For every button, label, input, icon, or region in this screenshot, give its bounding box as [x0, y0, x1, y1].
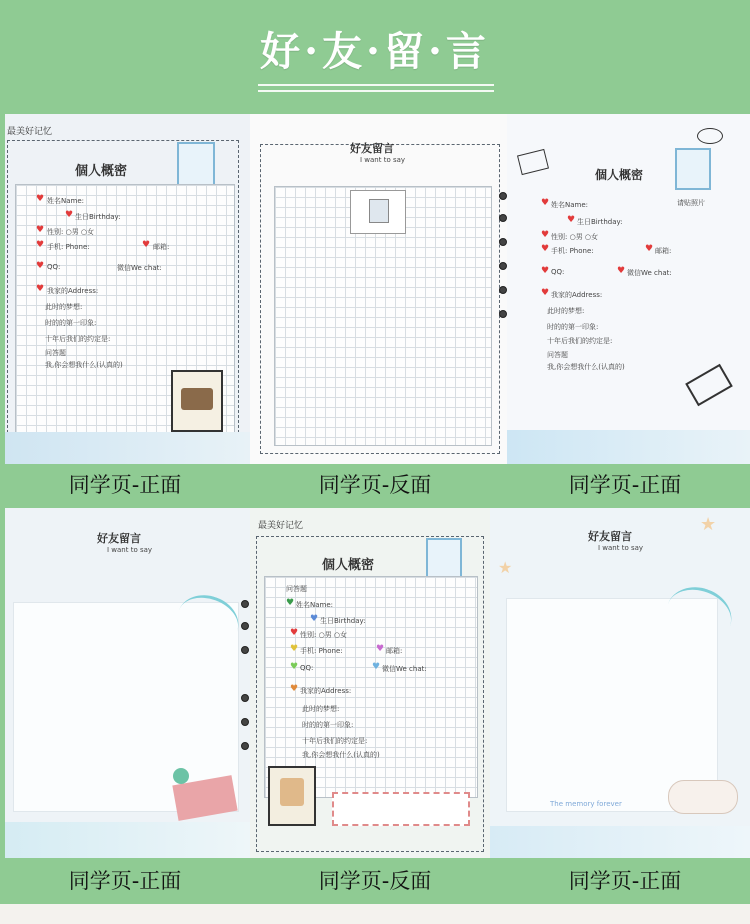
field-question: 问答题: [286, 585, 307, 593]
field-gender: 性别: ○男 ○女: [300, 631, 348, 639]
camera-icon: [181, 388, 213, 410]
field-first-impression: 时的的第一印象:: [302, 721, 354, 729]
memory-label: 最美好记忆: [7, 127, 53, 137]
photo-polaroid: [268, 766, 316, 826]
panel-profile-front-1: [5, 114, 250, 464]
field-dream: 此时的梦想:: [302, 705, 340, 713]
field-promise: 十年后我们的约定是:: [302, 737, 368, 745]
heart-icon: ♥: [541, 288, 550, 298]
photo-stamp: [675, 148, 711, 190]
field-email: 邮箱:: [153, 243, 170, 251]
message-title: 好友留言: [350, 142, 394, 155]
field-name: 姓名Name:: [551, 201, 589, 209]
watercolor-wash: [507, 430, 750, 464]
star-icon: ★: [498, 558, 513, 577]
field-first-impression: 时的的第一印象:: [45, 319, 97, 327]
field-answer: 我,你会想我什么(认真的): [45, 361, 123, 369]
panel-profile-front-2: [507, 114, 750, 464]
heart-icon: ♥: [290, 662, 299, 672]
caption-4: 同学页-正面: [0, 858, 250, 904]
heart-icon: ♥: [541, 198, 550, 208]
heart-icon: ♥: [65, 210, 74, 220]
field-wechat: 微信We chat:: [627, 269, 672, 277]
camera-polaroid: [171, 370, 223, 432]
field-email: 邮箱:: [386, 647, 403, 655]
binder-ring: [241, 742, 249, 750]
binder-ring: [499, 214, 507, 222]
binder-ring: [241, 622, 249, 630]
heart-icon: ♥: [36, 194, 45, 204]
heart-icon: ♥: [617, 266, 626, 276]
photo-clip: [350, 190, 406, 234]
field-phone: 手机: Phone:: [47, 243, 90, 251]
heart-icon: ♥: [372, 662, 381, 672]
binder-ring: [241, 646, 249, 654]
field-promise: 十年后我们的约定是:: [45, 335, 111, 343]
heart-icon: ♥: [36, 261, 45, 271]
panel-profile-back-1: [250, 508, 490, 858]
heart-icon: ♥: [290, 644, 299, 654]
binder-ring: [499, 262, 507, 270]
binder-ring: [499, 238, 507, 246]
field-phone: 手机: Phone:: [551, 247, 594, 255]
binder-ring: [241, 718, 249, 726]
field-address: 我家的Address:: [300, 687, 352, 695]
title-rule-bottom: [258, 90, 494, 92]
panel-message-front-1: [5, 508, 250, 858]
watercolor-wash: [490, 826, 750, 858]
field-birthday: 生日Birthday:: [320, 617, 366, 625]
panel-message-back-1: [250, 114, 507, 464]
field-address: 我家的Address:: [47, 287, 99, 295]
speech-bubble-icon: [697, 128, 723, 144]
field-qq: QQ:: [300, 664, 314, 672]
field-name: 姓名Name:: [47, 197, 85, 205]
message-sub: I want to say: [107, 546, 153, 554]
profile-title: 個人概密: [595, 168, 644, 182]
field-first-impression: 时的的第一印象:: [547, 323, 599, 331]
heart-icon: ♥: [290, 628, 299, 638]
panel-message-front-2: [490, 508, 750, 858]
header-banner: [0, 0, 750, 112]
footer-line: The memory forever: [550, 800, 622, 808]
field-wechat: 微信We chat:: [117, 264, 162, 272]
binder-ring: [241, 600, 249, 608]
envelope-strip: [332, 792, 470, 826]
field-email: 邮箱:: [655, 247, 672, 255]
caption-2: 同学页-反面: [250, 464, 500, 506]
heart-icon: ♥: [286, 598, 295, 608]
photo-stamp: [177, 142, 215, 186]
heart-icon: ♥: [36, 225, 45, 235]
field-name: 姓名Name:: [296, 601, 334, 609]
caption-3: 同学页-正面: [500, 464, 750, 506]
field-promise: 十年后我们的约定是:: [547, 337, 613, 345]
heart-icon: ♥: [290, 684, 299, 694]
stamp-note: 请贴照片: [677, 199, 705, 207]
field-wechat: 微信We chat:: [382, 665, 427, 673]
field-birthday: 生日Birthday:: [577, 218, 623, 226]
profile-title: 個人概密: [75, 164, 128, 179]
memory-label: 最美好记忆: [258, 521, 304, 531]
field-answer: 我,你会想我什么(认真的): [302, 751, 380, 759]
paper-plane-icon: [517, 149, 549, 175]
heart-icon: ♥: [567, 215, 576, 225]
field-birthday: 生日Birthday:: [75, 213, 121, 221]
field-dream: 此时的梦想:: [547, 307, 585, 315]
star-icon: ★: [700, 514, 717, 535]
field-answer: 我,你会想我什么(认真的): [547, 363, 625, 371]
arrow-icon: [685, 364, 733, 407]
field-question: 问答题: [547, 351, 568, 359]
plant-icon: [173, 768, 189, 784]
field-question: 问答题: [45, 349, 66, 357]
heart-icon: ♥: [645, 244, 654, 254]
field-qq: QQ:: [551, 268, 565, 276]
binder-ring: [499, 310, 507, 318]
binder-ring: [499, 286, 507, 294]
page-title: 好·友·留·言: [260, 28, 490, 75]
person-icon: [280, 778, 304, 806]
heart-icon: ♥: [541, 244, 550, 254]
message-sub: I want to say: [360, 156, 406, 164]
heart-icon: ♥: [310, 614, 319, 624]
field-qq: QQ:: [47, 263, 61, 271]
cup-icon: [369, 199, 389, 223]
field-phone: 手机: Phone:: [300, 647, 343, 655]
watercolor-wash: [5, 432, 250, 464]
message-title: 好友留言: [588, 530, 632, 543]
field-gender: 性别: ○男 ○女: [47, 228, 95, 236]
heart-icon: ♥: [142, 240, 151, 250]
caption-6: 同学页-正面: [500, 858, 750, 904]
message-sub: I want to say: [598, 544, 644, 552]
photo-stamp: [426, 538, 462, 578]
heart-icon: ♥: [376, 644, 385, 654]
bottom-strip: [0, 904, 750, 924]
title-rule-top: [258, 84, 494, 86]
caption-1: 同学页-正面: [0, 464, 250, 506]
heart-icon: ♥: [541, 230, 550, 240]
message-title: 好友留言: [97, 532, 141, 545]
field-gender: 性别: ○男 ○女: [551, 233, 599, 241]
heart-icon: ♥: [541, 266, 550, 276]
binder-ring: [241, 694, 249, 702]
field-dream: 此时的梦想:: [45, 303, 83, 311]
field-address: 我家的Address:: [551, 291, 603, 299]
caption-5: 同学页-反面: [250, 858, 500, 904]
binder-ring: [499, 192, 507, 200]
profile-title: 個人概密: [322, 558, 375, 573]
cat-icon: [668, 780, 738, 814]
watercolor-wash: [5, 822, 250, 858]
heart-icon: ♥: [36, 284, 45, 294]
heart-icon: ♥: [36, 240, 45, 250]
